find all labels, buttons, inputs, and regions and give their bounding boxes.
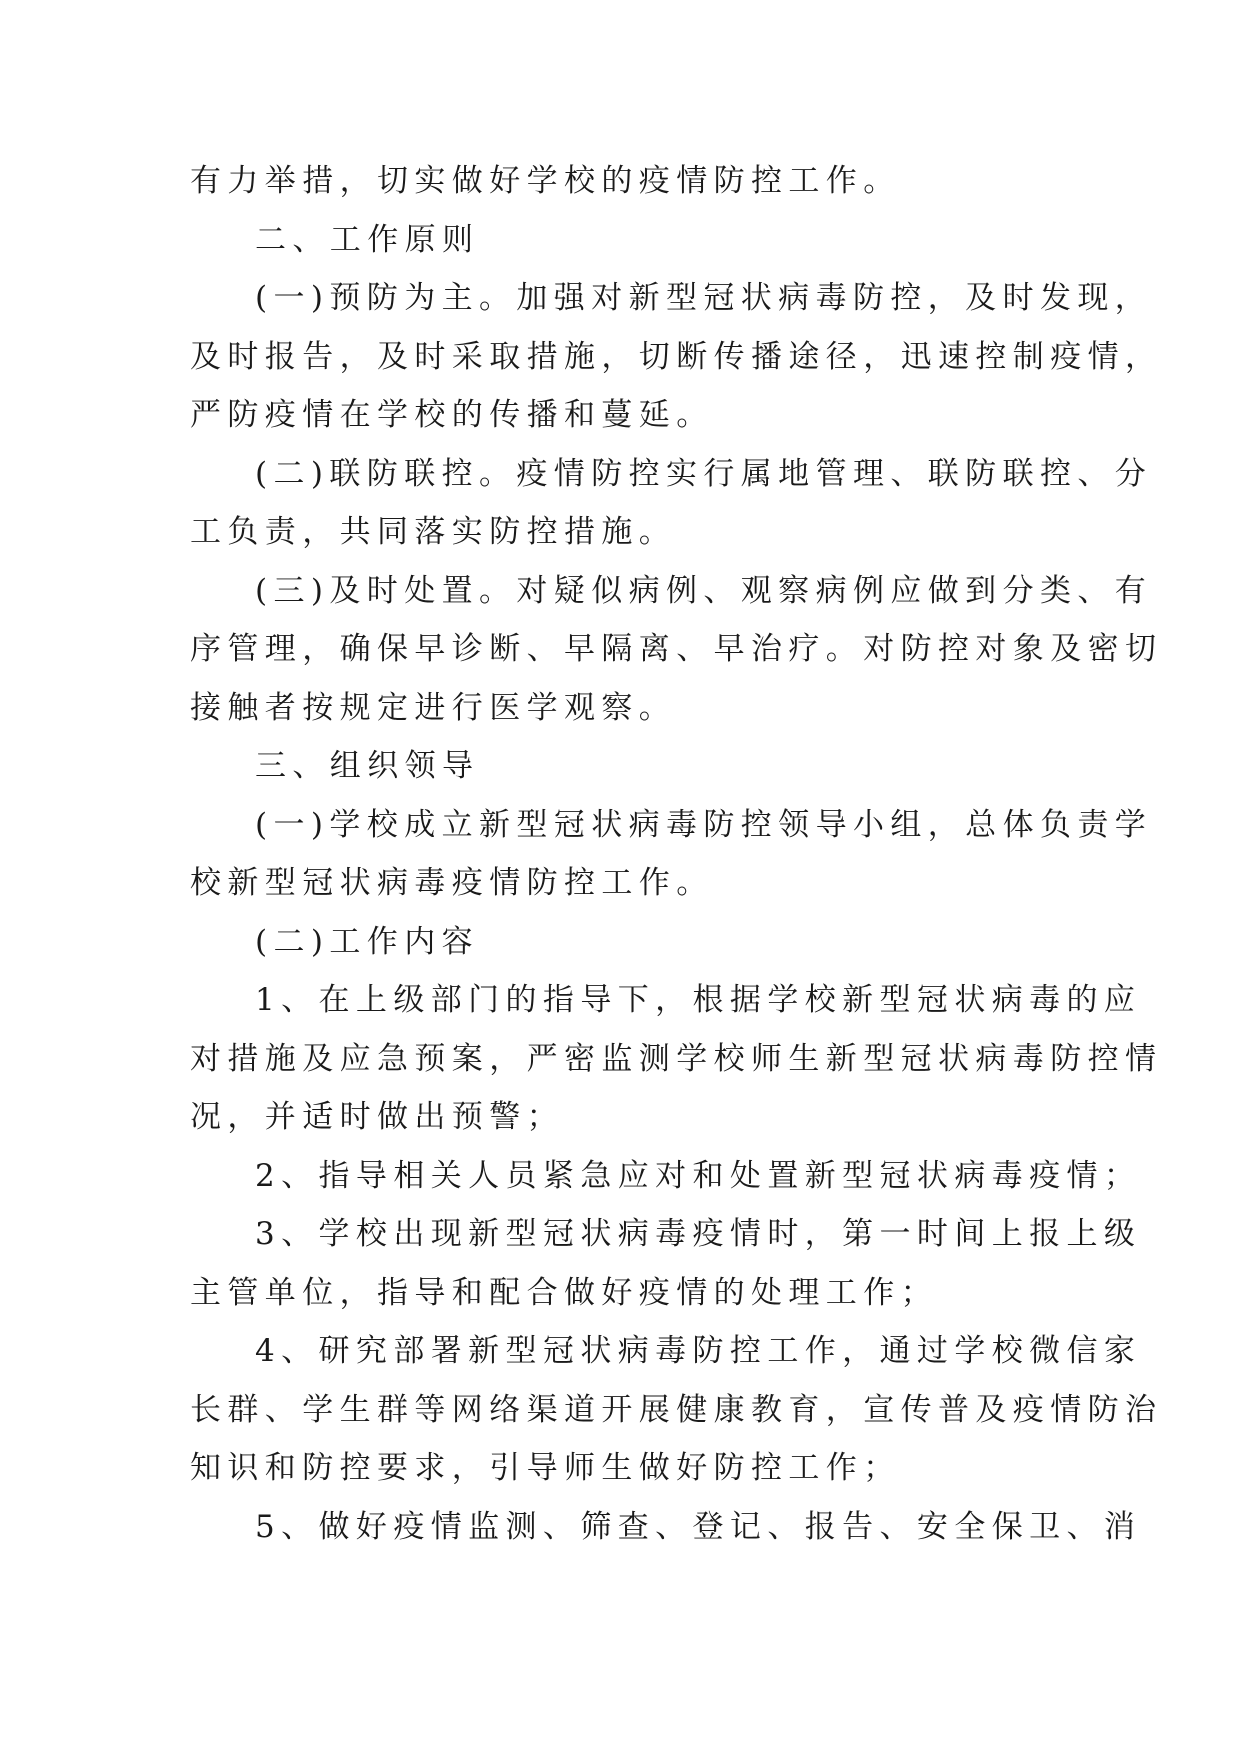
text-line: 序管理，确保早诊断、早隔离、早治疗。对防控对象及密切 (190, 631, 1163, 667)
text-line: 有力举措，切实做好学校的疫情防控工作。 (190, 163, 901, 199)
text-line: 对措施及应急预案，严密监测学校师生新型冠状病毒防控情 (190, 1040, 1163, 1077)
text-line: (一)学校成立新型冠状病毒防控领导小组，总体负责学 (255, 806, 1153, 843)
text-line: 严防疫情在学校的传播和蔓延。 (190, 397, 714, 433)
section-heading: 二、工作原则 (255, 221, 480, 258)
text-line: 1、在上级部门的指导下，根据学校新型冠状病毒的应 (255, 982, 1142, 1018)
text-line: 工负责，共同落实防控措施。 (190, 514, 677, 550)
text-line: (二)联防联控。疫情防控实行属地管理、联防联控、分 (255, 455, 1153, 492)
document-body (190, 152, 1163, 1556)
text-line: 5、做好疫情监测、筛查、登记、报告、安全保卫、消 (255, 1508, 1142, 1545)
text-line: 3、学校出现新型冠状病毒疫情时，第一时间上报上级 (255, 1216, 1142, 1252)
text-line: 况，并适时做出预警； (190, 1099, 564, 1135)
text-line: 知识和防控要求，引导师生做好防控工作； (190, 1450, 901, 1486)
text-line: 长群、学生群等网络渠道开展健康教育，宣传普及疫情防治 (190, 1391, 1163, 1428)
text-line: 主管单位，指导和配合做好疫情的处理工作； (190, 1274, 938, 1311)
text-line: (三)及时处置。对疑似病例、观察病例应做到分类、有 (255, 572, 1153, 609)
text-line: 及时报告，及时采取措施，切断传播途径，迅速控制疫情， (190, 338, 1163, 375)
text-line: 2、指导相关人员紧急应对和处置新型冠状病毒疫情； (255, 1157, 1142, 1194)
subsection-heading: (二)工作内容 (255, 923, 479, 960)
text-line: 校新型冠状病毒疫情防控工作。 (190, 865, 714, 901)
text-line: 接触者按规定进行医学观察。 (190, 689, 677, 726)
section-heading: 三、组织领导 (255, 748, 480, 784)
text-line: 4、研究部署新型冠状病毒防控工作，通过学校微信家 (255, 1333, 1142, 1369)
text-line: (一)预防为主。加强对新型冠状病毒防控，及时发现， (255, 280, 1153, 316)
